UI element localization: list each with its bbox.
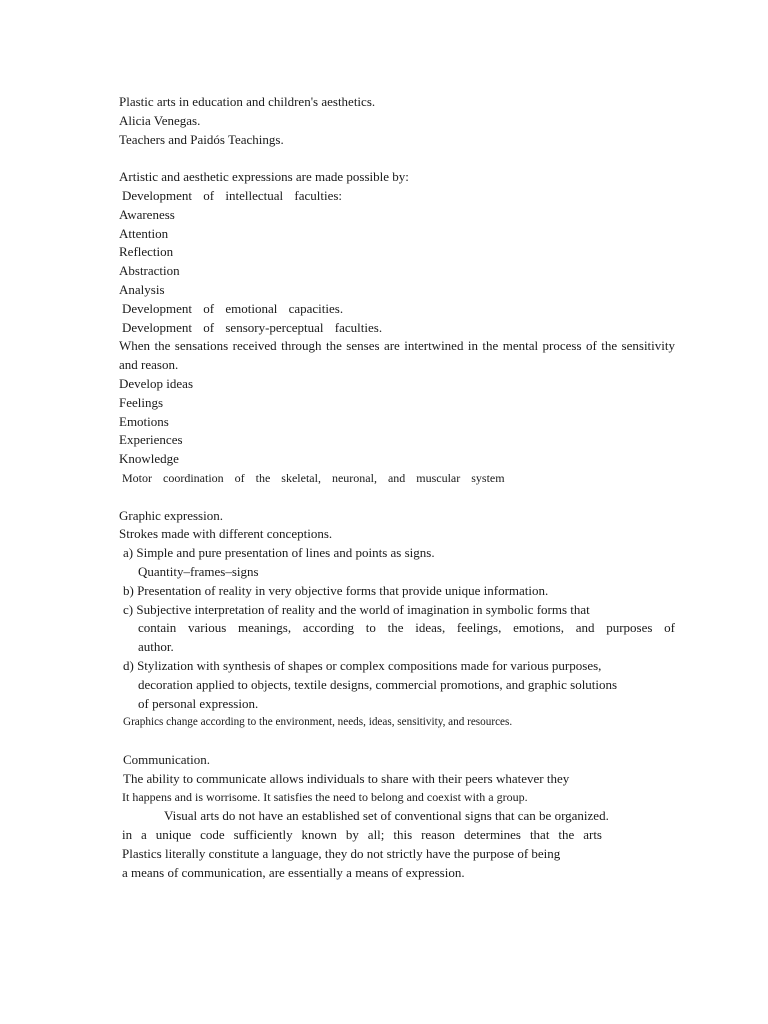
emotional-heading: Development of emotional capacities. [122,300,344,316]
list-item: Abstraction [119,263,180,279]
communication-paragraph-line: It happens and is worrisome. It satisfies the need to belong and coexist with a group. [122,790,528,805]
list-item-b: b) Presentation of reality in very objective forms that provide unique information. [123,582,549,598]
document-title: Plastic arts in education and children's aesthetics. [119,94,376,109]
list-item: Experiences [119,432,183,448]
spacer [119,149,675,168]
spacer [119,488,675,507]
document-publisher: Teachers and Paidós Teachings. [119,131,284,147]
list-item: Develop ideas [119,375,194,391]
list-item-c: c) Subjective interpretation of reality and the world of imagination in symbolic forms that [123,601,590,617]
document-author: Alicia Venegas. [119,112,201,128]
list-item: Analysis [119,281,165,297]
list-item-d: d) Stylization with synthesis of shapes or complex compositions made for various purposes, [123,657,602,673]
list-item: Knowledge [119,451,179,467]
graphics-note: Graphics change according to the environment, needs, ideas, sensitivity, and resources. [123,716,513,729]
communication-paragraph-line: The ability to communicate allows individuals to share with their peers whatever they [123,770,570,786]
graphic-expression-intro: Strokes made with different conceptions. [119,526,333,542]
spacer [119,732,675,751]
list-item: Reflection [119,244,174,260]
list-item-a: a) Simple and pure presentation of lines and points as signs. [123,545,435,561]
list-item: Attention [119,225,169,241]
list-item-a-sub: Quantity–frames–signs [138,563,259,579]
list-item: Awareness [119,206,175,222]
document-page [119,93,675,882]
motor-heading: Motor coordination of the skeletal, neuronal, and muscular system [122,470,505,485]
list-item-d-continued: decoration applied to objects, textile designs, commercial promotions, and graphic solutions [138,676,618,692]
section-intro: Artistic and aesthetic expressions are made possible by: [119,169,409,185]
list-item-c-continued: author. [138,639,174,655]
list-item: Emotions [119,413,169,429]
intellectual-heading: Development of intellectual faculties: [122,187,343,203]
list-item-d-continued: of personal expression. [138,695,259,711]
list-item-c-continued: contain various meanings, according to the ideas, feelings, emotions, and purposes of [138,620,675,636]
communication-heading: Communication. [123,751,211,767]
communication-paragraph-line: in a unique code sufficiently known by all; this reason determines that the arts [122,827,602,843]
communication-paragraph-line: Plastics literally constitute a language, they do not strictly have the purpose of being [122,845,561,861]
sensory-heading: Development of sensory-perceptual faculties. [122,319,383,335]
sensations-paragraph: When the sensations received through the senses are intertwined in the mental process of the sensitivity and reason. [119,338,675,373]
communication-paragraph-line: a means of communication, are essentially a means of expression. [122,864,465,880]
communication-paragraph-line: Visual arts do not have an established set of conventional signs that can be organized. [164,808,609,824]
list-item: Feelings [119,394,164,410]
graphic-expression-heading: Graphic expression. [119,507,223,523]
